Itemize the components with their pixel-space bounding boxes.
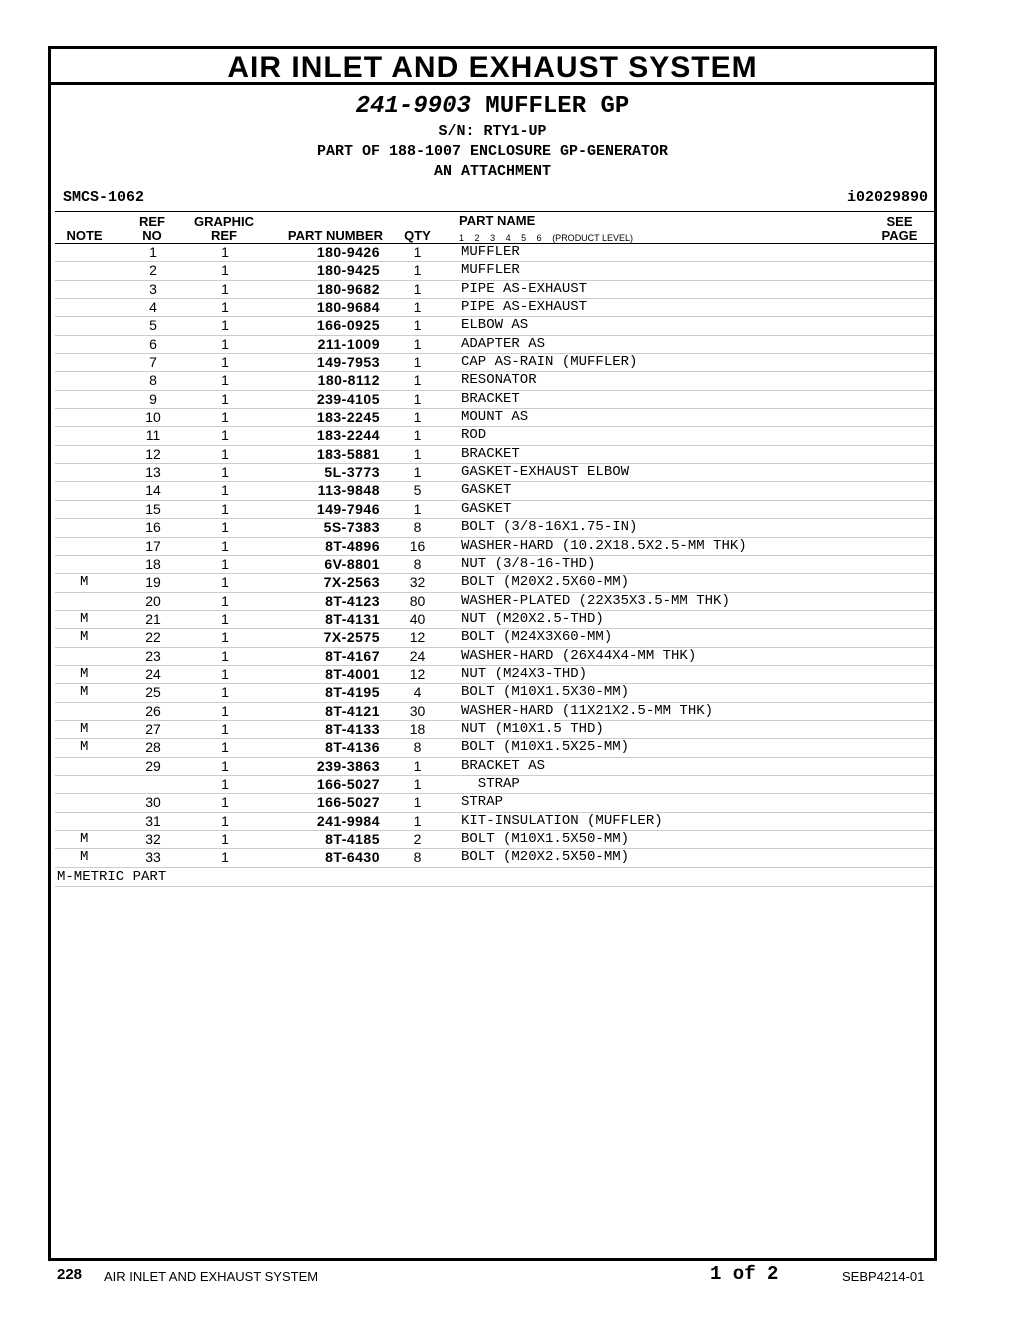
row-note: M: [80, 849, 89, 866]
row-qty: 30: [409, 702, 426, 719]
table-row: [55, 299, 934, 317]
table-row: [55, 538, 934, 556]
row-graphic-ref: 1: [221, 794, 229, 811]
row-part-number: 8T-4121: [325, 702, 380, 719]
row-qty: 40: [409, 610, 426, 627]
row-part-number: 6V-8801: [324, 555, 380, 572]
row-qty: 5: [413, 482, 422, 499]
row-graphic-ref: 1: [221, 574, 229, 591]
header-ref: [129, 215, 175, 243]
row-part-name: MUFFLER: [461, 244, 520, 260]
row-ref-no: 12: [145, 445, 161, 462]
row-part-number: 149-7946: [316, 500, 380, 517]
row-part-number: 8T-4131: [325, 610, 380, 627]
row-qty: 1: [413, 794, 422, 811]
row-ref-no: 24: [145, 665, 161, 682]
table-row: [55, 831, 934, 849]
row-qty: 1: [413, 354, 422, 371]
row-graphic-ref: 1: [221, 849, 229, 866]
table-row: [55, 721, 934, 739]
row-part-name: PIPE AS-EXHAUST: [461, 280, 588, 297]
row-ref-no: 32: [145, 831, 161, 847]
row-qty: 1: [413, 335, 422, 352]
illustration-id: i02029890: [846, 189, 928, 206]
header-ref-top: REF: [139, 214, 165, 229]
level-2: 2: [474, 233, 480, 243]
row-part-name: NUT (3/8-16-THD): [461, 555, 596, 572]
header-qty: QTY: [404, 228, 431, 243]
row-part-number: 166-5027: [316, 775, 380, 792]
row-qty: 32: [409, 574, 426, 591]
table-row: [55, 849, 934, 867]
table-row: [55, 372, 934, 390]
row-graphic-ref: 1: [221, 720, 229, 737]
level-6: 6: [536, 233, 542, 243]
row-part-name: WASHER-HARD (26X44X4-MM THK): [461, 647, 697, 664]
row-qty: 24: [409, 647, 426, 664]
row-qty: 1: [413, 409, 422, 426]
table-row: [55, 556, 934, 574]
row-part-name: GASKET: [461, 500, 512, 517]
header-see-top: SEE: [886, 214, 913, 229]
row-part-number: 239-4105: [316, 390, 380, 407]
row-ref-no: 7: [149, 354, 157, 371]
group-name: MUFFLER GP: [485, 93, 630, 120]
row-qty: 4: [413, 684, 422, 701]
header-divider: [55, 211, 934, 212]
row-qty: 1: [413, 262, 422, 279]
row-part-number: 239-3863: [316, 757, 380, 774]
row-ref-no: 15: [145, 500, 161, 517]
row-qty: 1: [413, 372, 422, 389]
row-graphic-ref: 1: [221, 812, 229, 829]
row-part-number: 8T-6430: [325, 849, 380, 866]
row-graphic-ref: 1: [221, 372, 229, 389]
row-graphic-ref: 1: [221, 445, 229, 462]
parts-list-frame: [48, 46, 937, 1261]
product-level-label: (PRODUCT LEVEL): [552, 233, 634, 243]
row-part-name: CAP AS-RAIN (MUFFLER): [461, 354, 638, 371]
row-graphic-ref: 1: [221, 280, 229, 297]
header-note: NOTE: [66, 228, 103, 243]
row-note: M: [80, 684, 89, 701]
row-ref-no: 9: [149, 390, 157, 407]
row-note: M: [80, 665, 89, 682]
row-qty: 1: [413, 244, 422, 260]
row-qty: 12: [409, 665, 426, 682]
table-row: [55, 354, 934, 372]
header-see-page: [877, 215, 922, 243]
row-part-name: BRACKET: [461, 445, 520, 462]
row-part-name: NUT (M10X1.5 THD): [461, 720, 604, 737]
row-part-number: 180-9426: [316, 244, 380, 260]
row-ref-no: 30: [145, 794, 161, 811]
table-row: [55, 519, 934, 537]
row-ref-no: 21: [145, 610, 161, 627]
row-graphic-ref: 1: [221, 647, 229, 664]
row-graphic-ref: 1: [221, 537, 229, 554]
row-part-name: NUT (M20X2.5-THD): [461, 610, 604, 627]
row-graphic-ref: 1: [221, 317, 229, 334]
table-row: [55, 794, 934, 812]
row-note: M: [80, 720, 89, 737]
row-part-name: BRACKET: [461, 390, 520, 407]
header-see-bottom: PAGE: [881, 228, 918, 243]
table-row: [55, 813, 934, 831]
row-part-name: BOLT (3/8-16X1.75-IN): [461, 519, 638, 536]
row-ref-no: 13: [145, 464, 161, 481]
row-part-number: 183-2244: [316, 427, 380, 444]
footer-page-of: 1 of 2: [710, 1263, 779, 1285]
header-product-levels: [459, 233, 641, 243]
row-part-name: GASKET-EXHAUST ELBOW: [461, 464, 630, 481]
row-part-number: 166-0925: [316, 317, 380, 334]
row-part-name: GASKET: [461, 482, 512, 499]
row-note: M: [80, 831, 89, 847]
group-number: 241-9903: [355, 93, 471, 120]
row-qty: 1: [413, 775, 422, 792]
row-part-name: BOLT (M20X2.5X60-MM): [461, 574, 630, 591]
row-graphic-ref: 1: [221, 482, 229, 499]
table-row: [55, 336, 934, 354]
row-graphic-ref: 1: [221, 519, 229, 536]
row-ref-no: 4: [149, 299, 157, 316]
section-title: AIR INLET AND EXHAUST SYSTEM: [227, 51, 758, 84]
row-part-name: WASHER-HARD (10.2X18.5X2.5-MM THK): [461, 537, 747, 554]
row-part-name: STRAP: [461, 794, 504, 811]
row-part-number: 113-9848: [317, 482, 380, 499]
row-ref-no: 11: [145, 427, 161, 444]
row-ref-no: 23: [145, 647, 161, 664]
row-ref-no: 22: [145, 629, 161, 646]
table-row: [55, 391, 934, 409]
row-part-number: 8T-4001: [325, 665, 380, 682]
table-row: [55, 464, 934, 482]
row-ref-no: 1: [149, 244, 157, 260]
row-graphic-ref: 1: [221, 610, 229, 627]
row-qty: 2: [413, 831, 422, 847]
row-graphic-ref: 1: [221, 299, 229, 316]
table-row: [55, 427, 934, 445]
row-part-number: 8T-4185: [325, 831, 380, 847]
row-part-number: 8T-4133: [325, 720, 380, 737]
row-part-name: MUFFLER: [461, 262, 520, 279]
row-qty: 1: [413, 299, 422, 316]
metric-footnote: M-METRIC PART: [55, 868, 934, 887]
row-ref-no: 19: [145, 574, 161, 591]
table-row: [55, 262, 934, 280]
footer-section-title: AIR INLET AND EXHAUST SYSTEM: [104, 1269, 319, 1284]
row-qty: 1: [413, 464, 422, 481]
row-qty: 1: [413, 445, 422, 462]
table-row: [55, 409, 934, 427]
row-ref-no: 17: [145, 537, 161, 554]
row-ref-no: 25: [145, 684, 161, 701]
row-graphic-ref: 1: [221, 409, 229, 426]
row-part-number: 7X-2575: [323, 629, 380, 646]
row-part-name: WASHER-PLATED (22X35X3.5-MM THK): [461, 592, 730, 609]
row-ref-no: 28: [145, 739, 161, 756]
row-part-name: STRAP: [461, 775, 520, 792]
row-part-name: ROD: [461, 427, 487, 444]
row-part-number: 180-9682: [316, 280, 380, 297]
header-ref-bottom: NO: [142, 228, 162, 243]
row-graphic-ref: 1: [221, 390, 229, 407]
row-ref-no: 31: [145, 812, 161, 829]
row-part-name: BOLT (M20X2.5X50-MM): [461, 849, 630, 866]
row-qty: 16: [409, 537, 426, 554]
table-row: [55, 446, 934, 464]
table-row: [55, 648, 934, 666]
row-qty: 80: [409, 592, 426, 609]
row-ref-no: 5: [149, 317, 157, 334]
smcs-code: SMCS-1062: [63, 189, 145, 206]
row-ref-no: 2: [149, 262, 157, 279]
row-part-number: 7X-2563: [323, 574, 380, 591]
row-ref-no: 10: [145, 409, 161, 426]
row-part-name: BOLT (M24X3X60-MM): [461, 629, 613, 646]
row-qty: 8: [413, 555, 422, 572]
row-part-number: 183-5881: [316, 445, 380, 462]
footer-document-id: SEBP4214-01: [842, 1269, 925, 1284]
row-part-name: ELBOW AS: [461, 317, 529, 334]
row-graphic-ref: 1: [221, 555, 229, 572]
row-ref-no: 27: [145, 720, 161, 737]
table-row: [55, 684, 934, 702]
row-part-number: 5L-3773: [324, 464, 380, 481]
row-note: M: [80, 574, 89, 591]
row-part-name: ADAPTER AS: [461, 335, 546, 352]
row-part-number: 8T-4123: [325, 592, 380, 609]
row-ref-no: 20: [145, 592, 161, 609]
row-graphic-ref: 1: [221, 702, 229, 719]
row-graphic-ref: 1: [221, 757, 229, 774]
row-graphic-ref: 1: [221, 464, 229, 481]
row-qty: 18: [409, 720, 426, 737]
row-part-name: BRACKET AS: [461, 757, 546, 774]
row-qty: 1: [413, 812, 422, 829]
table-row: [55, 666, 934, 684]
footer-page-number: 228: [57, 1266, 83, 1283]
row-qty: 1: [413, 280, 422, 297]
header-graphic-bottom: REF: [211, 228, 237, 243]
header-graphic-ref: [189, 215, 259, 243]
table-row: [55, 739, 934, 757]
level-1: 1: [459, 233, 465, 243]
row-graphic-ref: 1: [221, 262, 229, 279]
table-row: [55, 501, 934, 519]
row-ref-no: 33: [145, 849, 161, 866]
row-note: M: [80, 739, 89, 756]
table-row: [55, 244, 934, 262]
serial-range: S/N: RTY1-UP: [438, 123, 547, 140]
row-part-number: 8T-4167: [325, 647, 380, 664]
row-graphic-ref: 1: [221, 665, 229, 682]
level-3: 3: [490, 233, 496, 243]
row-part-number: 8T-4195: [325, 684, 380, 701]
header-part-number: PART NUMBER: [287, 228, 383, 243]
row-part-number: 180-9684: [316, 299, 380, 316]
table-row: [55, 593, 934, 611]
row-ref-no: 16: [145, 519, 161, 536]
table-row: [55, 317, 934, 335]
row-qty: 8: [413, 849, 422, 866]
row-ref-no: 29: [145, 757, 161, 774]
row-part-number: 180-8112: [317, 372, 380, 389]
row-graphic-ref: 1: [221, 592, 229, 609]
row-qty: 12: [409, 629, 426, 646]
row-qty: 1: [413, 757, 422, 774]
row-ref-no: 26: [145, 702, 161, 719]
row-note: M: [80, 629, 89, 646]
row-graphic-ref: 1: [221, 775, 229, 792]
row-part-name: KIT-INSULATION (MUFFLER): [461, 812, 663, 829]
table-row: [55, 611, 934, 629]
level-4: 4: [505, 233, 511, 243]
row-graphic-ref: 1: [221, 354, 229, 371]
row-qty: 1: [413, 390, 422, 407]
row-part-name: BOLT (M10X1.5X30-MM): [461, 684, 630, 701]
row-qty: 1: [413, 500, 422, 517]
row-note: M: [80, 610, 89, 627]
row-part-number: 149-7953: [316, 354, 380, 371]
table-row: [55, 574, 934, 592]
row-graphic-ref: 1: [221, 335, 229, 352]
table-row: [55, 776, 934, 794]
row-graphic-ref: 1: [221, 244, 229, 260]
row-part-name: RESONATOR: [461, 372, 537, 389]
group-heading: [51, 93, 934, 121]
row-graphic-ref: 1: [221, 831, 229, 847]
row-part-number: 166-5027: [316, 794, 380, 811]
row-graphic-ref: 1: [221, 684, 229, 701]
row-graphic-ref: 1: [221, 629, 229, 646]
row-part-number: 211-1009: [317, 335, 380, 352]
row-ref-no: 6: [149, 335, 157, 352]
row-ref-no: 8: [149, 372, 157, 389]
parts-table: [55, 243, 934, 887]
row-ref-no: 14: [145, 482, 161, 499]
part-of-line: PART OF 188-1007 ENCLOSURE GP-GENERATOR: [316, 143, 669, 160]
row-part-number: 183-2245: [316, 409, 380, 426]
row-qty: 1: [413, 427, 422, 444]
row-part-number: 241-9984: [316, 812, 380, 829]
title-divider: [51, 82, 934, 85]
row-part-name: BOLT (M10X1.5X25-MM): [461, 739, 630, 756]
attachment-line: AN ATTACHMENT: [433, 163, 552, 180]
header-graphic-top: GRAPHIC: [194, 214, 254, 229]
row-ref-no: 18: [145, 555, 161, 572]
row-part-name: BOLT (M10X1.5X50-MM): [461, 831, 630, 847]
table-row: [55, 482, 934, 500]
row-part-name: WASHER-HARD (11X21X2.5-MM THK): [461, 702, 714, 719]
row-part-name: PIPE AS-EXHAUST: [461, 299, 588, 316]
level-5: 5: [521, 233, 527, 243]
row-graphic-ref: 1: [221, 427, 229, 444]
row-qty: 1: [413, 317, 422, 334]
row-qty: 8: [413, 519, 422, 536]
row-ref-no: 3: [149, 280, 157, 297]
header-part-name: PART NAME: [459, 213, 536, 228]
row-qty: 8: [413, 739, 422, 756]
table-row: [55, 281, 934, 299]
row-part-number: 5S-7383: [323, 519, 380, 536]
table-row: [55, 629, 934, 647]
table-row: [55, 703, 934, 721]
table-row: [55, 758, 934, 776]
row-graphic-ref: 1: [221, 739, 229, 756]
row-part-number: 8T-4896: [325, 537, 380, 554]
row-part-number: 180-9425: [316, 262, 380, 279]
row-part-number: 8T-4136: [325, 739, 380, 756]
row-part-name: MOUNT AS: [461, 409, 529, 426]
row-part-name: NUT (M24X3-THD): [461, 665, 588, 682]
row-graphic-ref: 1: [221, 500, 229, 517]
